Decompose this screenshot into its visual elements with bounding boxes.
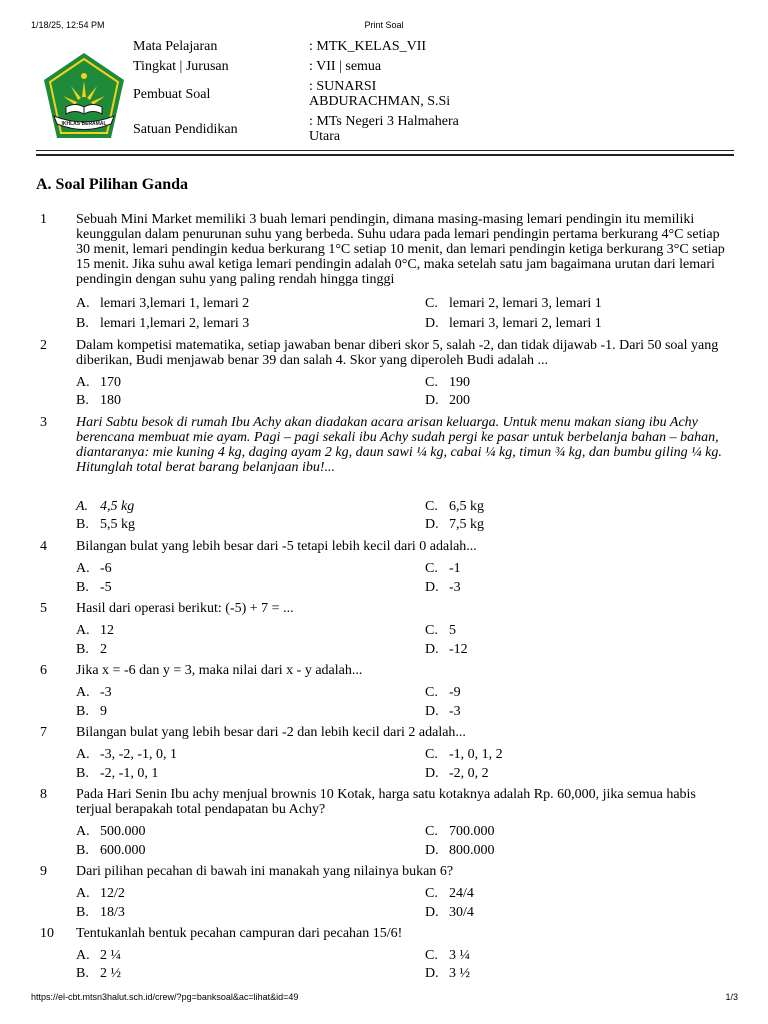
option-item [425, 843, 495, 859]
option-letter: D. [425, 766, 439, 781]
option-item [425, 499, 484, 515]
option-letter: D. [425, 843, 439, 858]
question-text: Bilangan bulat yang lebih besar dari -2 dan lebih kecil dari 2 adalah... [76, 725, 466, 740]
question-number: 2 [40, 338, 47, 353]
option-letter: A. [76, 623, 90, 638]
section-title: A. Soal Pilihan Ganda [36, 176, 189, 193]
option-text: 500.000 [100, 824, 146, 839]
option-text: 700.000 [449, 824, 495, 839]
option-text: -2, 0, 2 [449, 766, 489, 781]
option-text: lemari 1,lemari 2, lemari 3 [100, 316, 250, 331]
question-number: 6 [40, 663, 47, 678]
option-text: 200 [449, 393, 470, 408]
option-letter: A. [76, 747, 90, 762]
meta-value: : MTs Negeri 3 Halmahera Utara [309, 114, 459, 144]
option-text: 7,5 kg [449, 517, 484, 532]
option-item [76, 499, 134, 515]
option-letter: D. [425, 580, 439, 595]
question-text: Bilangan bulat yang lebih besar dari -5 tetapi lebih kecil dari 0 adalah... [76, 539, 477, 554]
option-text: -5 [100, 580, 112, 595]
print-title: Print Soal [364, 20, 404, 30]
option-item [425, 766, 489, 782]
option-text: 800.000 [449, 843, 495, 858]
option-letter: C. [425, 747, 438, 762]
option-text: -3 [449, 704, 461, 719]
option-item [425, 623, 456, 639]
option-letter: B. [76, 580, 89, 595]
option-item [76, 375, 121, 391]
option-item [425, 704, 461, 720]
option-letter: B. [76, 905, 89, 920]
question-text: Jika x = -6 dan y = 3, maka nilai dari x - y adalah... [76, 663, 363, 678]
option-letter: B. [76, 517, 89, 532]
option-item [76, 747, 177, 763]
option-letter: B. [76, 966, 89, 981]
option-item [76, 642, 107, 658]
option-text: 5,5 kg [100, 517, 135, 532]
option-text: -6 [100, 561, 112, 576]
logo-star [81, 73, 87, 79]
option-letter: D. [425, 905, 439, 920]
option-letter: C. [425, 375, 438, 390]
meta-value: : SUNARSI ABDURACHMAN, S.Si [309, 79, 451, 109]
option-letter: A. [76, 886, 90, 901]
option-text: -12 [449, 642, 468, 657]
option-item [425, 316, 602, 332]
question-number: 10 [40, 926, 54, 941]
option-text: 24/4 [449, 886, 474, 901]
option-letter: B. [76, 704, 89, 719]
option-letter: C. [425, 685, 438, 700]
logo-ribbon-text: IKHLAS BERAMAL [61, 121, 107, 127]
option-item [76, 393, 121, 409]
meta-label: Satuan Pendidikan [133, 122, 238, 137]
option-item [76, 296, 249, 312]
option-text: 2 ¼ [100, 948, 121, 963]
option-letter: D. [425, 966, 439, 981]
option-text: 3 ½ [449, 966, 470, 981]
option-item [76, 580, 112, 596]
option-letter: D. [425, 393, 439, 408]
option-letter: C. [425, 296, 438, 311]
option-letter: A. [76, 561, 90, 576]
question-number: 8 [40, 787, 47, 802]
option-item [76, 623, 114, 639]
print-datetime: 1/18/25, 12:54 PM [31, 20, 105, 30]
option-letter: C. [425, 499, 438, 514]
option-text: lemari 3, lemari 2, lemari 1 [449, 316, 602, 331]
option-letter: D. [425, 517, 439, 532]
option-item [76, 824, 146, 840]
meta-value: : MTK_KELAS_VII [309, 39, 427, 54]
option-item [76, 905, 125, 921]
option-letter: B. [76, 316, 89, 331]
option-letter: C. [425, 623, 438, 638]
option-item [425, 948, 470, 964]
option-letter: A. [76, 499, 89, 514]
question-text: Pada Hari Senin Ibu achy menjual brownis 10 Kotak, harga satu kotaknya adalah Rp. 60,000, jika semua habis terjual berapakah total pendapatan bu Achy? [76, 787, 696, 817]
option-item [76, 685, 112, 701]
option-text: lemari 3,lemari 1, lemari 2 [100, 296, 250, 311]
option-text: 3 ¼ [449, 948, 470, 963]
meta-label: Mata Pelajaran [133, 39, 218, 54]
option-item [425, 824, 495, 840]
option-item [425, 747, 503, 763]
option-item [425, 685, 461, 701]
option-text: 180 [100, 393, 121, 408]
option-item [76, 766, 158, 782]
page-number: 1/3 [725, 992, 738, 1002]
option-text: 12/2 [100, 886, 125, 901]
option-letter: A. [76, 375, 90, 390]
option-text: -3, -2, -1, 0, 1 [100, 747, 177, 762]
option-item [425, 393, 470, 409]
option-text: 190 [449, 375, 470, 390]
option-item [425, 517, 484, 533]
option-item [76, 966, 121, 982]
option-item [425, 375, 470, 391]
option-item [76, 316, 249, 332]
option-item [76, 704, 107, 720]
option-letter: B. [76, 393, 89, 408]
option-item [425, 886, 474, 902]
option-letter: D. [425, 704, 439, 719]
option-text: -9 [449, 685, 461, 700]
option-item [76, 948, 121, 964]
option-item [425, 561, 461, 577]
option-text: -2, -1, 0, 1 [100, 766, 159, 781]
print-header [0, 20, 768, 34]
option-item [425, 296, 602, 312]
option-text: 170 [100, 375, 121, 390]
option-letter: C. [425, 561, 438, 576]
option-text: -1, 0, 1, 2 [449, 747, 503, 762]
option-letter: C. [425, 948, 438, 963]
kemenag-logo [41, 50, 127, 142]
option-letter: D. [425, 316, 439, 331]
option-item [76, 561, 112, 577]
option-item [425, 580, 461, 596]
question-text: Hasil dari operasi berikut: (-5) + 7 = ... [76, 601, 294, 616]
question-number: 7 [40, 725, 47, 740]
option-letter: B. [76, 843, 89, 858]
option-letter: A. [76, 296, 90, 311]
option-text: 2 ½ [100, 966, 121, 981]
option-text: -3 [449, 580, 461, 595]
print-footer [0, 992, 768, 1006]
print-url: https://el-cbt.mtsn3halut.sch.id/crew/?pg=banksoal&ac=lihat&id=49 [31, 992, 299, 1002]
option-text: 5 [449, 623, 456, 638]
option-item [425, 966, 470, 982]
option-text: 6,5 kg [449, 499, 484, 514]
option-letter: A. [76, 824, 90, 839]
question-text: Tentukanlah bentuk pecahan campuran dari pecahan 15/6! [76, 926, 403, 941]
option-text: 600.000 [100, 843, 146, 858]
option-text: lemari 2, lemari 3, lemari 1 [449, 296, 602, 311]
option-letter: B. [76, 766, 89, 781]
option-item [76, 517, 135, 533]
meta-label: Tingkat | Jurusan [133, 59, 229, 74]
question-number: 4 [40, 539, 47, 554]
option-item [425, 905, 474, 921]
option-letter: B. [76, 642, 89, 657]
header-divider [36, 150, 734, 151]
option-text: -3 [100, 685, 112, 700]
option-text: 2 [100, 642, 107, 657]
question-number: 9 [40, 864, 47, 879]
question-number: 1 [40, 212, 47, 227]
question-text: Hari Sabtu besok di rumah Ibu Achy akan diadakan acara arisan keluarga. Untuk menu makan siang ibu Achy berencana membuat mie ayam. Pagi – pagi sekali ibu Achy sudah pergi ke pasar untuk berbelanja bahan – bahan, diantaranya: mie kuning 4 kg, daging ayam 2 kg, daun sawi ¼ kg, cabai ¼ kg, timun ¾ kg, dan bumbu giling ¼ kg. Hitunglah total berat barang belanjaan ibu!... [76, 415, 722, 475]
option-item [76, 886, 125, 902]
option-text: -1 [449, 561, 461, 576]
question-text: Sebuah Mini Market memiliki 3 buah lemari pendingin, dimana masing-masing lemari pendingin itu memiliki keunggulan dalam penurunan suhu yang berbeda. Suhu udara pada lemari pendingin pertama berkurang 4°C setiap 30 menit, lemari pendingin kedua berkurang 1°C setiap 10 menit, dan lemari pendingin ketiga berkurang 3°C setiap 15 menit. Jika suhu awal ketiga lemari pendingin adalah 0°C, maka setelah satu jam bagaimana urutan dari lemari pendingin dengan suhu yang paling rendah hingga tinggi [76, 212, 725, 287]
option-text: 18/3 [100, 905, 125, 920]
header-divider-thick [36, 154, 734, 156]
option-text: 4,5 kg [100, 499, 135, 514]
question-text: Dalam kompetisi matematika, setiap jawaban benar diberi skor 5, salah -2, dan tidak dijawab -1. Dari 50 soal yang diberikan, Budi menjawab benar 39 dan salah 4. Skor yang diperoleh Budi adalah ... [76, 338, 719, 368]
meta-label: Pembuat Soal [133, 87, 211, 102]
meta-value: : VII | semua [309, 59, 382, 74]
option-item [76, 843, 146, 859]
question-text: Dari pilihan pecahan di bawah ini manakah yang nilainya bukan 6? [76, 864, 454, 879]
question-number: 5 [40, 601, 47, 616]
question-number: 3 [40, 415, 47, 430]
option-letter: A. [76, 948, 90, 963]
option-letter: C. [425, 824, 438, 839]
option-text: 12 [100, 623, 114, 638]
option-text: 9 [100, 704, 107, 719]
option-text: 30/4 [449, 905, 474, 920]
option-item [425, 642, 468, 658]
option-letter: A. [76, 685, 90, 700]
option-letter: C. [425, 886, 438, 901]
option-letter: D. [425, 642, 439, 657]
